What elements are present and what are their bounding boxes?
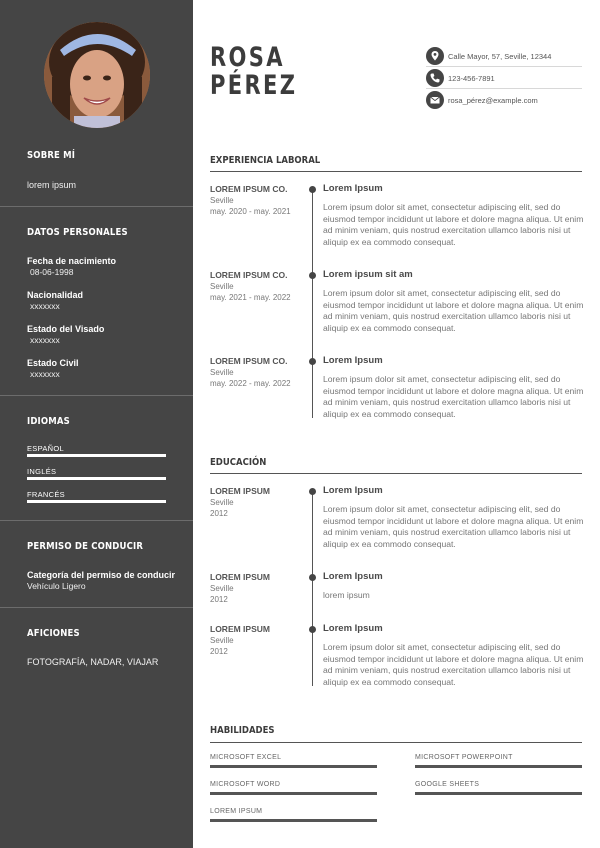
- sidebar: [0, 0, 193, 848]
- contact-divider: [426, 88, 582, 89]
- entry-degree: Lorem Ipsum: [323, 571, 383, 582]
- language-level-bar: [27, 477, 166, 480]
- language-level-bar: [27, 454, 166, 457]
- entry-role: Lorem Ipsum: [323, 355, 383, 366]
- section-divider: [210, 473, 582, 474]
- language-label: FRANCÉS: [27, 490, 65, 499]
- entry-dates: may. 2021 - may. 2022: [210, 293, 291, 302]
- birthdate-label: Fecha de nacimiento: [27, 256, 117, 266]
- skill-level-bar: [415, 792, 582, 795]
- entry-degree: Lorem Ipsum: [323, 623, 383, 634]
- skills-title: HABILIDADES: [210, 725, 275, 736]
- entry-dates: may. 2022 - may. 2022: [210, 379, 291, 388]
- skill-label: MICROSOFT POWERPOINT: [415, 754, 513, 761]
- entry-description: Lorem ipsum dolor sit amet, consectetur adipiscing elit, sed do eiusmod tempor incididunt ut labore et dolore magna aliqua. Ut enim ad minim veniam, quis nostrud exercitation ullamco laboris nisi ut aliquip ex ea commodo consequat.: [323, 288, 584, 333]
- entry-organization: LOREM IPSUM CO.: [210, 184, 288, 194]
- civil-status-value: xxxxxxx: [30, 369, 60, 379]
- entry-dates: 2012: [210, 595, 228, 604]
- skill-level-bar: [210, 765, 377, 768]
- timeline-dot: [309, 186, 316, 193]
- location-pin-icon: [426, 47, 444, 65]
- hobbies-title: AFICIONES: [27, 628, 80, 639]
- sidebar-divider: [0, 520, 193, 521]
- sidebar-divider: [0, 395, 193, 396]
- language-label: INGLÉS: [27, 467, 57, 476]
- visa-label: Estado del Visado: [27, 324, 105, 334]
- entry-description: Lorem ipsum dolor sit amet, consectetur adipiscing elit, sed do eiusmod tempor incididunt ut labore et dolore magna aliqua. Ut enim ad minim veniam, quis nostrud exercitation ullamco laboris nisi ut aliquip ex ea commodo consequat.: [323, 642, 584, 687]
- education-title: EDUCACIÓN: [210, 457, 267, 468]
- sidebar-divider: [0, 607, 193, 608]
- entry-location: Seville: [210, 498, 234, 507]
- entry-location: Seville: [210, 636, 234, 645]
- license-title: PERMISO DE CONDUCIR: [27, 541, 144, 552]
- language-label: ESPAÑOL: [27, 444, 64, 453]
- entry-institution: LOREM IPSUM: [210, 486, 270, 496]
- timeline-dot: [309, 272, 316, 279]
- entry-organization: LOREM IPSUM CO.: [210, 356, 288, 366]
- languages-title: IDIOMAS: [27, 416, 70, 427]
- skill-label: MICROSOFT WORD: [210, 781, 281, 788]
- civil-status-label: Estado Civil: [27, 358, 79, 368]
- entry-description: Lorem ipsum dolor sit amet, consectetur adipiscing elit, sed do eiusmod tempor incididunt ut labore et dolore magna aliqua. Ut enim ad minim veniam, quis nostrud exercitation ullamco laboris nisi ut aliquip ex ea commodo consequat.: [323, 504, 584, 549]
- skill-label: MICROSOFT EXCEL: [210, 754, 282, 761]
- entry-description: Lorem ipsum dolor sit amet, consectetur adipiscing elit, sed do eiusmod tempor incididunt ut labore et dolore magna aliqua. Ut enim ad minim veniam, quis nostrud exercitation ullamco laboris nisi ut aliquip ex ea commodo consequat.: [323, 202, 584, 247]
- experience-timeline: [312, 188, 313, 418]
- last-name: PÉREZ: [210, 70, 298, 101]
- entry-dates: 2012: [210, 509, 228, 518]
- section-divider: [210, 742, 582, 743]
- language-level-bar: [27, 500, 166, 503]
- contact-address: Calle Mayor, 57, Seville, 12344: [448, 52, 552, 61]
- entry-role: Lorem ipsum sit am: [323, 269, 413, 280]
- entry-institution: LOREM IPSUM: [210, 572, 270, 582]
- entry-description: lorem ipsum: [323, 590, 370, 600]
- entry-description: Lorem ipsum dolor sit amet, consectetur adipiscing elit, sed do eiusmod tempor incididunt ut labore et dolore magna aliqua. Ut enim ad minim veniam, quis nostrud exercitation ullamco laboris nisi ut aliquip ex ea commodo consequat.: [323, 374, 584, 419]
- skill-label: LOREM IPSUM: [210, 808, 263, 815]
- skill-label: GOOGLE SHEETS: [415, 781, 480, 788]
- about-text: lorem ipsum: [27, 180, 77, 190]
- contact-divider: [426, 66, 582, 67]
- envelope-icon: [426, 91, 444, 109]
- birthdate-value: 08-06-1998: [30, 267, 74, 277]
- nationality-value: xxxxxxx: [30, 301, 60, 311]
- experience-title: EXPERIENCIA LABORAL: [210, 155, 321, 166]
- entry-location: Seville: [210, 368, 234, 377]
- timeline-dot: [309, 488, 316, 495]
- entry-institution: LOREM IPSUM: [210, 624, 270, 634]
- license-label: Categoría del permiso de conducir: [27, 570, 176, 580]
- hobbies-text: FOTOGRAFÍA, NADAR, VIAJAR: [27, 657, 159, 667]
- entry-role: Lorem Ipsum: [323, 183, 383, 194]
- entry-location: Seville: [210, 282, 234, 291]
- entry-degree: Lorem Ipsum: [323, 485, 383, 496]
- skill-level-bar: [415, 765, 582, 768]
- personal-title: DATOS PERSONALES: [27, 227, 128, 238]
- timeline-dot: [309, 626, 316, 633]
- entry-location: Seville: [210, 584, 234, 593]
- entry-location: Seville: [210, 196, 234, 205]
- contact-phone: 123-456-7891: [448, 74, 495, 83]
- visa-value: xxxxxxx: [30, 335, 60, 345]
- entry-organization: LOREM IPSUM CO.: [210, 270, 288, 280]
- timeline-dot: [309, 574, 316, 581]
- skill-level-bar: [210, 819, 377, 822]
- license-value: Vehículo Ligero: [27, 581, 86, 591]
- sidebar-divider: [0, 206, 193, 207]
- timeline-dot: [309, 358, 316, 365]
- first-name: ROSA: [210, 42, 285, 73]
- contact-email: rosa_pérez@example.com: [448, 96, 538, 105]
- section-divider: [210, 171, 582, 172]
- entry-dates: may. 2020 - may. 2021: [210, 207, 291, 216]
- about-title: SOBRE MÍ: [27, 150, 76, 161]
- phone-icon: [426, 69, 444, 87]
- entry-dates: 2012: [210, 647, 228, 656]
- nationality-label: Nacionalidad: [27, 290, 84, 300]
- profile-photo: [44, 22, 150, 128]
- skill-level-bar: [210, 792, 377, 795]
- education-timeline: [312, 490, 313, 686]
